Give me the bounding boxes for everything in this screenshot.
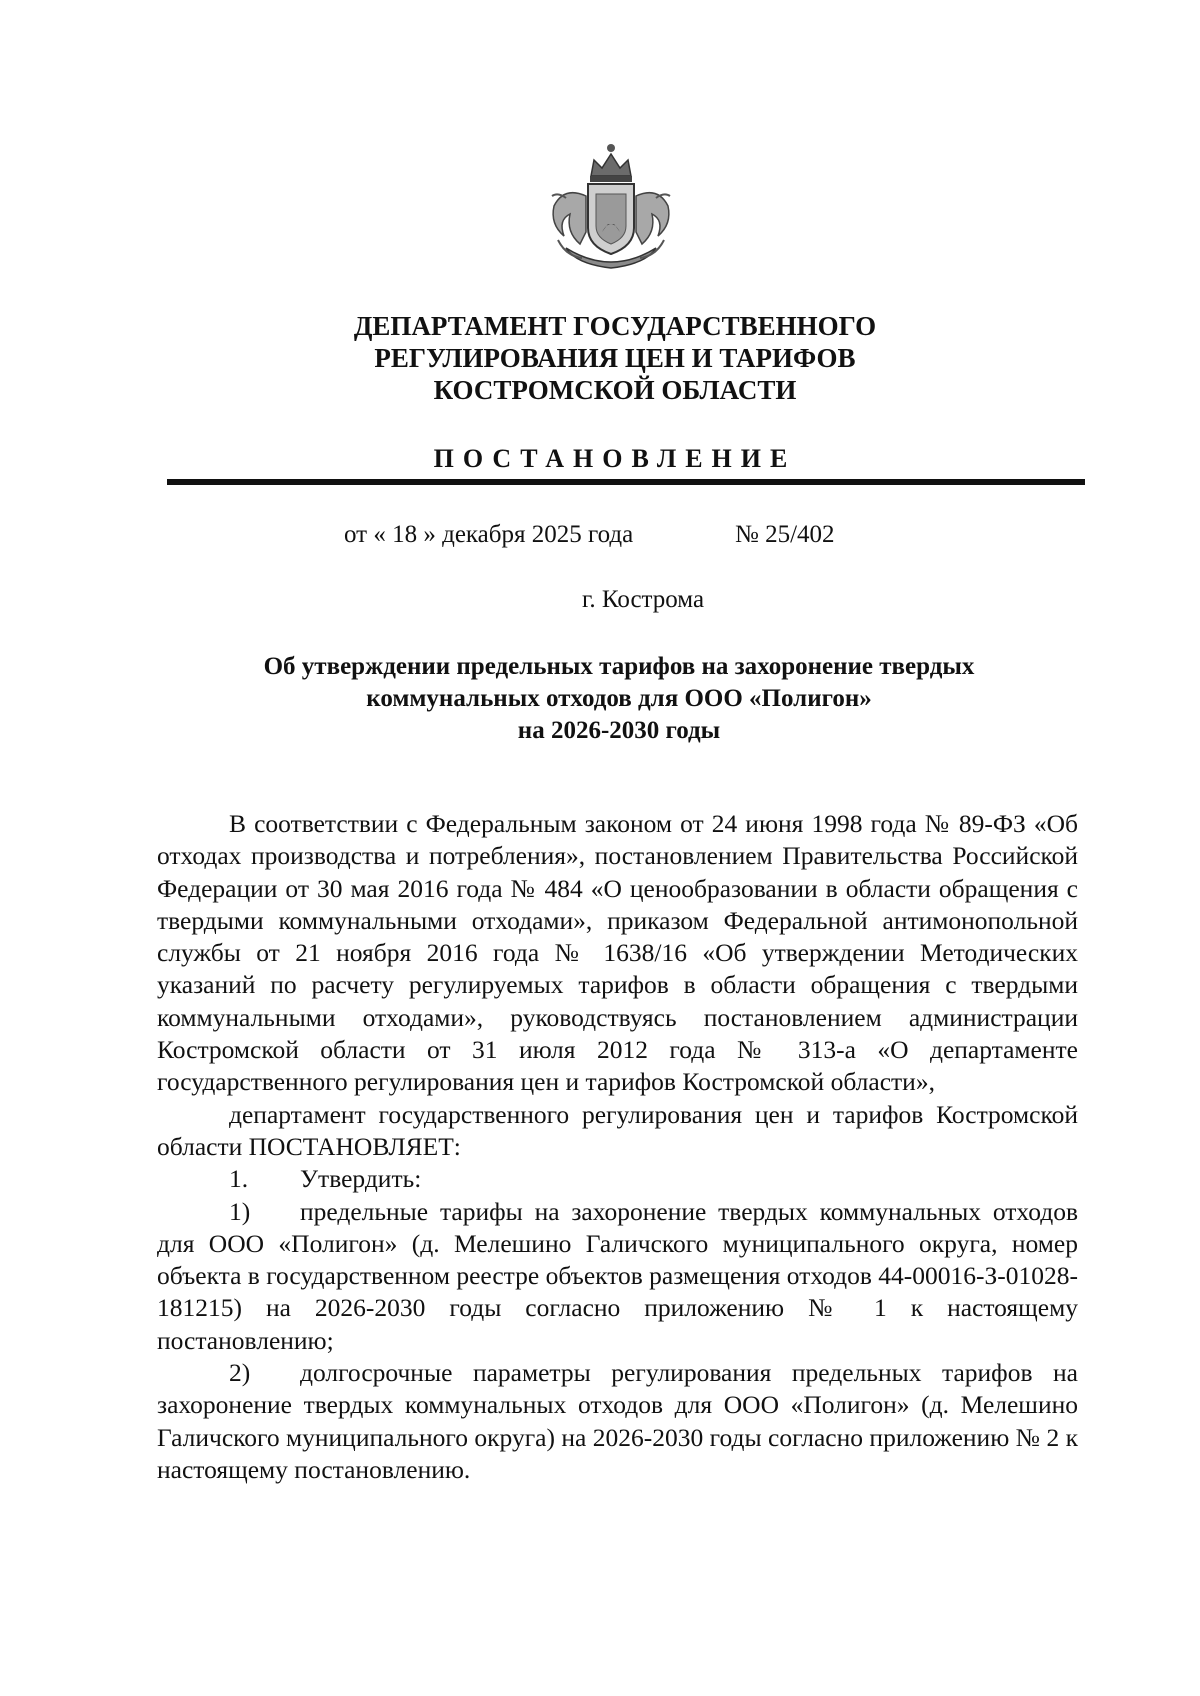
item-1 <box>157 1163 1078 1195</box>
title-line-2: коммунальных отходов для ООО «Полигон» <box>366 685 872 712</box>
org-name-line-2: РЕГУЛИРОВАНИЯ ЦЕН И ТАРИФОВ <box>374 343 856 373</box>
subitem-2-text: долгосрочные параметры регулирования предельных тарифов на захоронение твердых коммунальных отходов для ООО «Полигон» (д. Мелешино Галичского муниципального округа) на 2026-2030 годы согласно приложению № 2 к настоящему постановлению. <box>157 1358 1078 1484</box>
title-line-3: на 2026-2030 годы <box>517 717 721 744</box>
preamble-paragraph: В соответствии с Федеральным законом от 24 июня 1998 года № 89-ФЗ «Об отходах производства и потребления», постановлением Правительства Российской Федерации от 30 мая 2016 года № 484 «О ценообразовании в области обращения с твердыми коммунальными отходами», приказом Федеральной антимонопольной службы от 21 ноября 2016 года № 1638/16 «Об утверждении Методических указаний по расчету регулируемых тарифов в области обращения с твердыми коммунальными отходами», руководствуясь постановлением администрации Костромской области от 31 июля 2012 года № 313-а «О департаменте государственного регулирования цен и тарифов Костромской области», <box>157 809 1078 1097</box>
organization-name <box>160 310 1070 406</box>
subitem-1-number: 1) <box>229 1196 251 1226</box>
org-name-line-1: ДЕПАРТАМЕНТ ГОСУДАРСТВЕННОГО <box>353 311 877 341</box>
document-body <box>157 808 1078 1486</box>
title-line-1: Об утверждении предельных тарифов на захоронение твердых <box>263 653 975 680</box>
item-1-number: 1. <box>229 1164 249 1194</box>
document-title <box>160 651 1078 747</box>
document-city: г. Кострома <box>581 586 705 613</box>
subitem-1 <box>157 1196 1078 1357</box>
document-number: № 25/402 <box>735 521 835 548</box>
org-name-line-3: КОСТРОМСКОЙ ОБЛАСТИ <box>433 375 797 405</box>
resolution-paragraph: департамент государственного регулирования цен и тарифов Костромской области ПОСТАНОВЛЯЕТ: <box>157 1099 1078 1161</box>
subitem-1-text: предельные тарифы на захоронение твердых коммунальных отходов для ООО «Полигон» (д. Мелешино Галичского муниципального округа, номер объекта в государственном реестре объектов размещения отходов 44-00016-З-01028-181215) на 2026-2030 годы согласно приложению № 1 к настоящему постановлению; <box>157 1196 1079 1355</box>
document-date: от « 18 » декабря 2025 года <box>344 521 634 548</box>
header-divider <box>167 479 1085 485</box>
subitem-2-number: 2) <box>229 1358 251 1388</box>
coat-of-arms-emblem <box>536 136 686 276</box>
subitem-2 <box>157 1357 1078 1486</box>
document-type: ПОСТАНОВЛЕНИЕ <box>433 444 797 473</box>
item-1-text: Утвердить: <box>300 1164 422 1194</box>
